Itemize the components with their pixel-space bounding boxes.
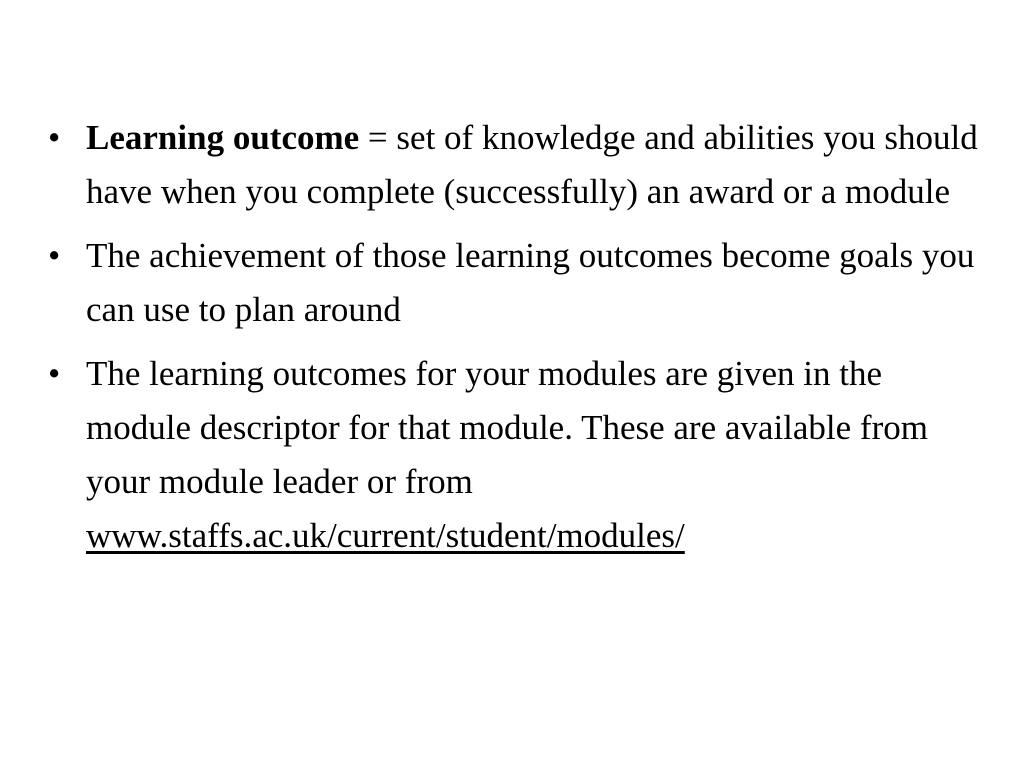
bullet-text: = set of knowledge and abilities you should have when you complete (successfully) an award or a module xyxy=(86,118,978,211)
bullet-icon: • xyxy=(48,118,61,157)
modules-link[interactable]: www.staffs.ac.uk/current/student/modules/ xyxy=(86,516,685,555)
bullet-item-learning-outcome xyxy=(48,111,988,219)
bullet-item-module-descriptor xyxy=(48,347,988,563)
bullet-term: Learning outcome xyxy=(86,118,360,157)
bullet-icon: • xyxy=(48,354,61,393)
bullet-item-achievement xyxy=(48,229,988,337)
bullet-list xyxy=(48,111,988,573)
bullet-text: The achievement of those learning outcomes become goals you can use to plan around xyxy=(86,236,975,329)
bullet-text: The learning outcomes for your modules are given in the module descriptor for that module. These are available from your module leader or from xyxy=(86,354,928,501)
bullet-icon: • xyxy=(48,236,61,275)
